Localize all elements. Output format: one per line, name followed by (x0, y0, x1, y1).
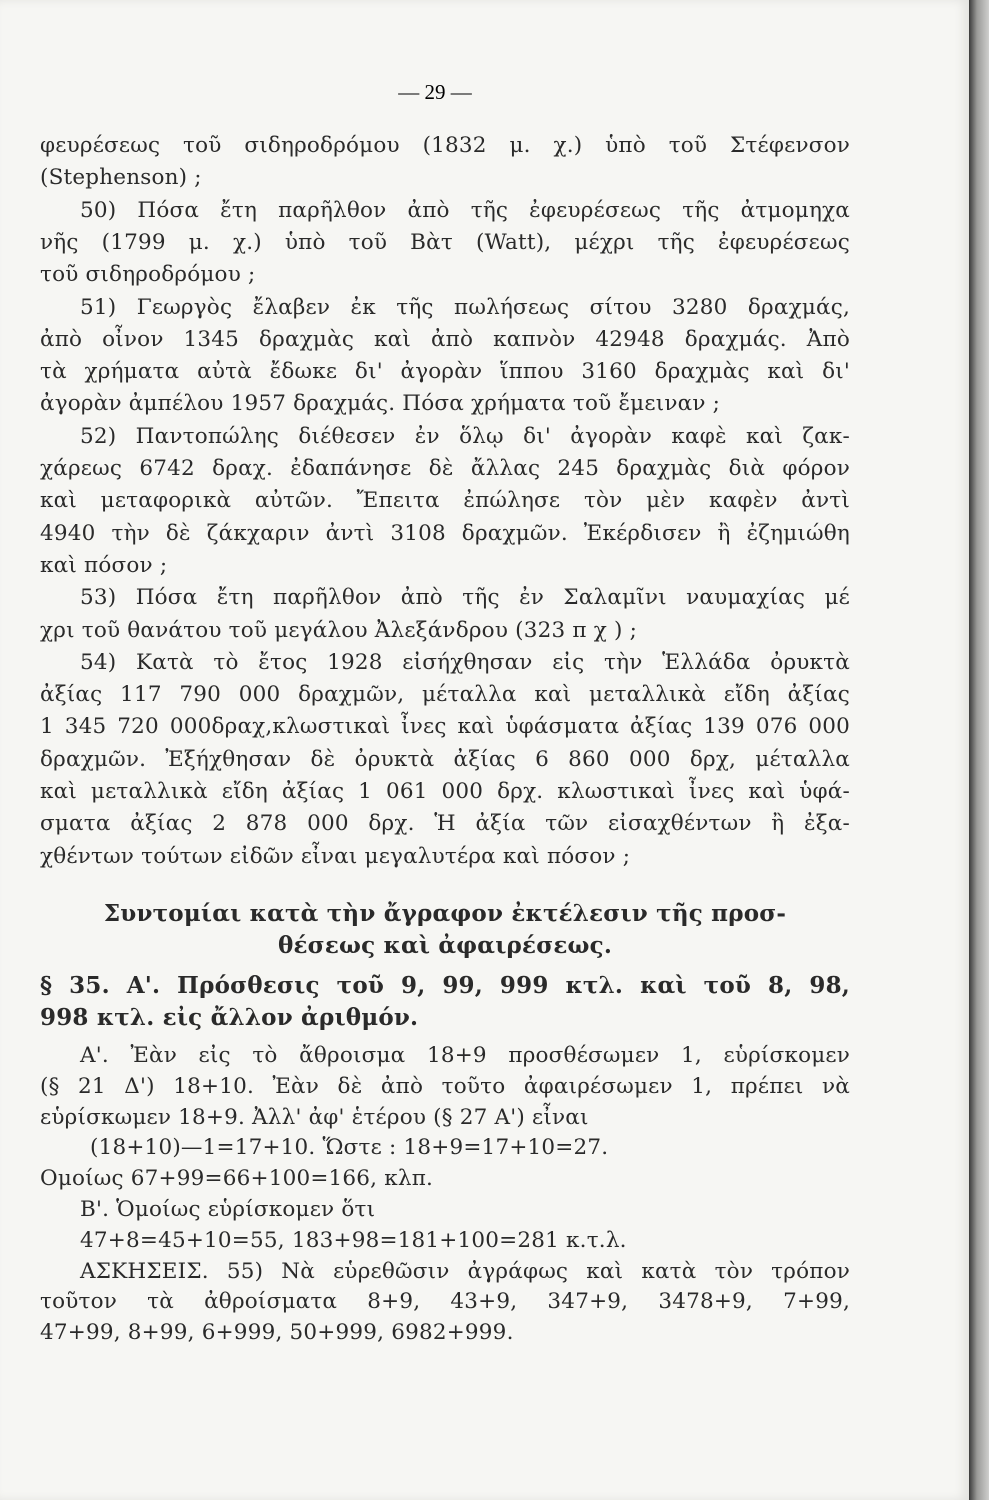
text-line: 50) Πόσα ἔτη παρῆλθον ἀπὸ τῆς ἐφευρέσεως τῆς ἀτμομηχα (80, 197, 850, 223)
text-line: χρι τοῦ θανάτου τοῦ μεγάλου Ἀλεξάνδρου (323 π χ ) ; (40, 617, 638, 643)
text-line: χθέντων τούτων εἰδῶν εἶναι μεγαλυτέρα καὶ πόσον ; (40, 843, 631, 869)
text-line: σματα ἀξίας 2 878 000 δρχ. Ἡ ἀξία τῶν εἰσαχθέντων ἢ ἐξα- (40, 811, 850, 837)
text-line: 53) Πόσα ἔτη παρῆλθον ἀπὸ τῆς ἐν Σαλαμῖνι ναυμαχίας μέ (80, 585, 850, 611)
section-title-line-2: θέσεως καὶ ἀφαιρέσεως. (277, 932, 613, 959)
text-line: 51) Γεωργὸς ἔλαβεν ἐκ τῆς πωλήσεως σίτου 3280 δραχμάς, (80, 294, 850, 320)
text-line: Α'. Ἐὰν εἰς τὸ ἄθροισμα 18+9 προσθέσωμεν 1, εὑρίσκομεν (80, 1043, 850, 1068)
text-line: Ομοίως 67+99=66+100=166, κλπ. (40, 1166, 434, 1192)
text-line: τὰ χρήματα αὐτὰ ἔδωκε δι' ἀγορὰν ἵππου 3160 δραχμὰς καὶ δι' (40, 359, 850, 385)
section-heading-line-1: § 35. Α'. Πρόσθεσις τοῦ 9, 99, 999 κτλ. καὶ τοῦ 8, 98, (40, 972, 850, 999)
text-line: 52) Παντοπώλης διέθεσεν ἐν ὅλῳ δι' ἀγορὰν καφὲ καὶ ζακ- (80, 423, 850, 449)
text-line: νῆς (1799 μ. χ.) ὑπὸ τοῦ Βὰτ (Watt), μέχρι τῆς ἐφευρέσεως (40, 229, 850, 255)
text-line: χάρεως 6742 δραχ. ἐδαπάνησε δὲ ἄλλας 245 δραχμὰς διὰ φόρον (40, 456, 850, 481)
text-line: καὶ πόσον ; (40, 552, 168, 578)
section-title-line-1: Συντομίαι κατὰ τὴν ἄγραφον ἐκτέλεσιν τῆς προσ- (103, 900, 787, 927)
text-line: 1 345 720 000δραχ,κλωστικαὶ ἶνες καὶ ὑφάσματα ἀξίας 139 076 000 (40, 714, 850, 740)
text-line: 4940 τὴν δὲ ζάκχαριν ἀντὶ 3108 δραχμῶν. Ἐκέρδισεν ἢ ἐζημιώθη (40, 520, 850, 546)
text-line: καὶ μεταφορικὰ αὐτῶν. Ἔπειτα ἐπώλησε τὸν μὲν καφὲν ἀντὶ (40, 488, 850, 514)
text-line: (Stephenson) ; (40, 165, 202, 191)
text-line: καὶ μεταλλικὰ εἴδη ἀξίας 1 061 000 δρχ. κλωστικαὶ ἶνες καὶ ὑφά- (40, 779, 850, 804)
text-line: τοῦ σιδηροδρόμου ; (40, 262, 256, 288)
text-line: δραχμῶν. Ἐξήχθησαν δὲ ὀρυκτὰ ἀξίας 6 860 000 δρχ, μέταλλα (40, 746, 850, 772)
text-line: 47+99, 8+99, 6+999, 50+999, 6982+999. (40, 1320, 514, 1346)
text-line: Β'. Ὁμοίως εὑρίσκομεν ὅτι (80, 1197, 376, 1222)
text-line: ΑΣΚΗΣΕΙΣ. 55) Νὰ εὑρεθῶσιν ἀγράφως καὶ κατὰ τὸν τρόπον (80, 1258, 850, 1284)
text-line: 47+8=45+10=55, 183+98=181+100=281 κ.τ.λ. (80, 1227, 627, 1253)
page-edge-shadow (969, 0, 989, 1500)
text-line: φευρέσεως τοῦ σιδηροδρόμου (1832 μ. χ.) ὑπὸ τοῦ Στέφενσον (40, 133, 850, 158)
text-line: τοῦτον τὰ ἀθροίσματα 8+9, 43+9, 347+9, 3478+9, 7+99, (40, 1289, 850, 1315)
text-line: εὑρίσκωμεν 18+9. Ἀλλ' ἀφ' ἑτέρου (§ 27 Α') εἶναι (40, 1104, 589, 1130)
page-number: — 29 — (398, 80, 472, 104)
text-line: 54) Κατὰ τὸ ἔτος 1928 εἰσήχθησαν εἰς τὴν Ἑλλάδα ὀρυκτὰ (80, 649, 850, 675)
text-line: ἀπὸ οἶνον 1345 δραχμὰς καὶ ἀπὸ καπνὸν 42948 δραχμάς. Ἀπὸ (40, 326, 850, 352)
text-line: ἀξίας 117 790 000 δραχμῶν, μέταλλα καὶ μεταλλικὰ εἴδη ἀξίας (40, 682, 850, 708)
text-line: (18+10)—1=17+10. Ὥστε : 18+9=17+10=27. (90, 1135, 609, 1161)
text-line: (§ 21 Δ') 18+10. Ἐὰν δὲ ἀπὸ τοῦτο ἀφαιρέσωμεν 1, πρέπει νὰ (40, 1073, 850, 1099)
section-heading-line-2: 998 κτλ. εἰς ἄλλον ἀριθμόν. (40, 1004, 419, 1031)
text-line: ἀγορὰν ἀμπέλου 1957 δραχμάς. Πόσα χρήματα τοῦ ἔμειναν ; (40, 391, 721, 417)
